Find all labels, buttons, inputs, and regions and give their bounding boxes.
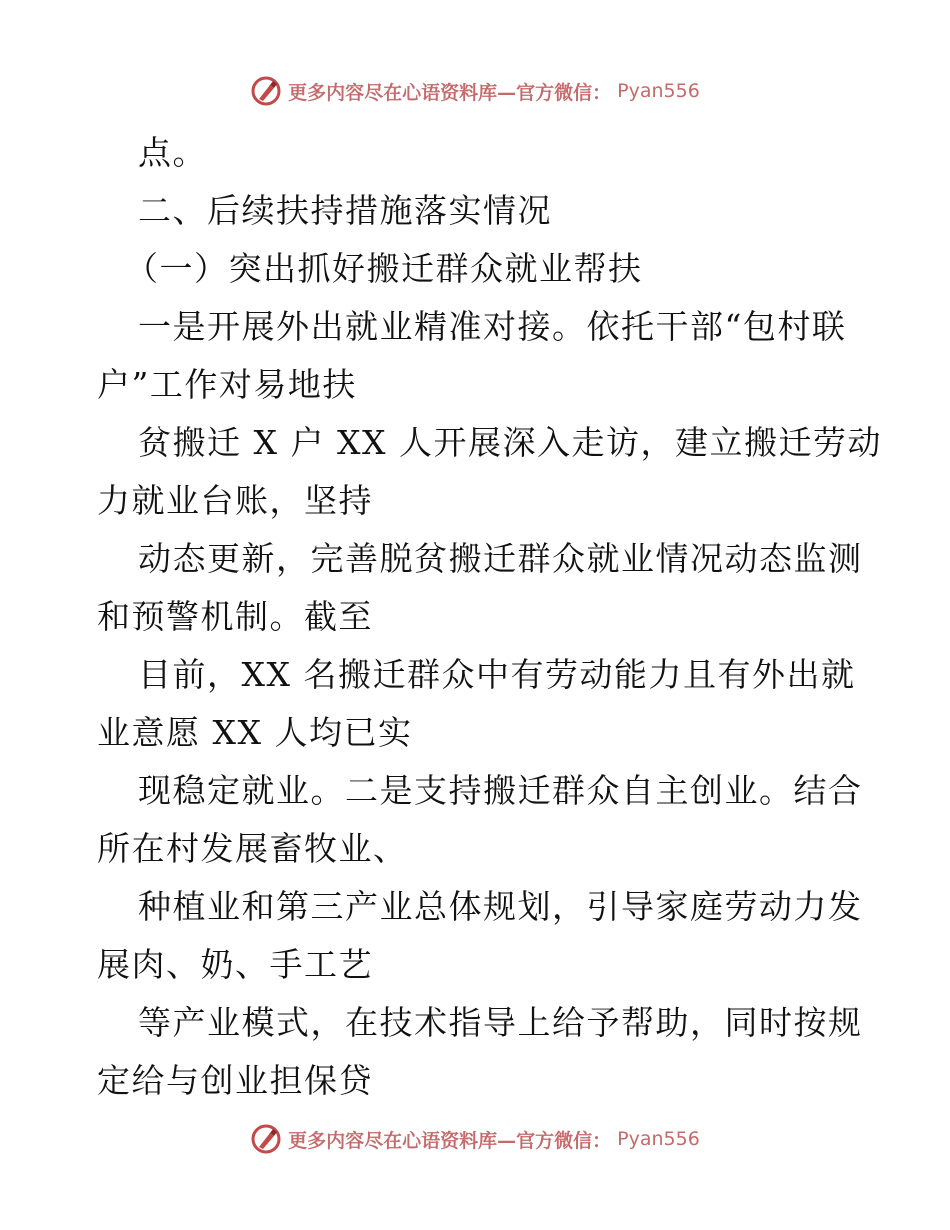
footer-watermark	[0, 1119, 950, 1159]
text-line-4: 一是开展外出就业精准对接。依托干部“包村联	[138, 307, 847, 346]
text-line-7: 力就业台账，坚持	[97, 481, 373, 520]
text-line-8: 动态更新，完善脱贫搬迁群众就业情况动态监测	[138, 539, 863, 578]
text-line-10: 目前，XX 名搬迁群众中有劳动能力且有外出就	[138, 655, 856, 694]
text-line-16: 等产业模式，在技术指导上给予帮助，同时按规	[138, 1003, 863, 1042]
text-line-5: 户”工作对易地扶	[97, 365, 357, 404]
pen-circle-logo-icon	[250, 1123, 282, 1155]
text-line-1: 点。	[138, 133, 207, 172]
text-line-14: 种植业和第三产业总体规划，引导家庭劳动力发	[138, 887, 863, 926]
text-line-12: 现稳定就业。二是支持搬迁群众自主创业。结合	[138, 771, 863, 810]
text-line-11: 业意愿 XX 人均已实	[97, 713, 413, 752]
text-line-13: 所在村发展畜牧业、	[97, 829, 408, 868]
header-watermark	[0, 71, 950, 111]
text-line-9: 和预警机制。截至	[97, 597, 373, 636]
watermark-text: 更多内容尽在心语资料库—官方微信：	[288, 81, 612, 104]
watermark-wechat-id: Pyan556	[617, 1128, 700, 1150]
text-line-17: 定给与创业担保贷	[97, 1061, 373, 1100]
section-heading: 二、后续扶持措施落实情况	[138, 191, 552, 230]
watermark-wechat-id: Pyan556	[617, 80, 700, 102]
document-body	[97, 124, 882, 1110]
pen-circle-logo-icon	[250, 75, 282, 107]
text-line-15: 展肉、奶、手工艺	[97, 945, 373, 984]
watermark-text: 更多内容尽在心语资料库—官方微信：	[288, 1129, 612, 1152]
subsection-heading: （一）突出抓好搬迁群众就业帮扶	[125, 249, 643, 288]
text-line-6: 贫搬迁 X 户 XX 人开展深入走访，建立搬迁劳动	[138, 423, 882, 462]
